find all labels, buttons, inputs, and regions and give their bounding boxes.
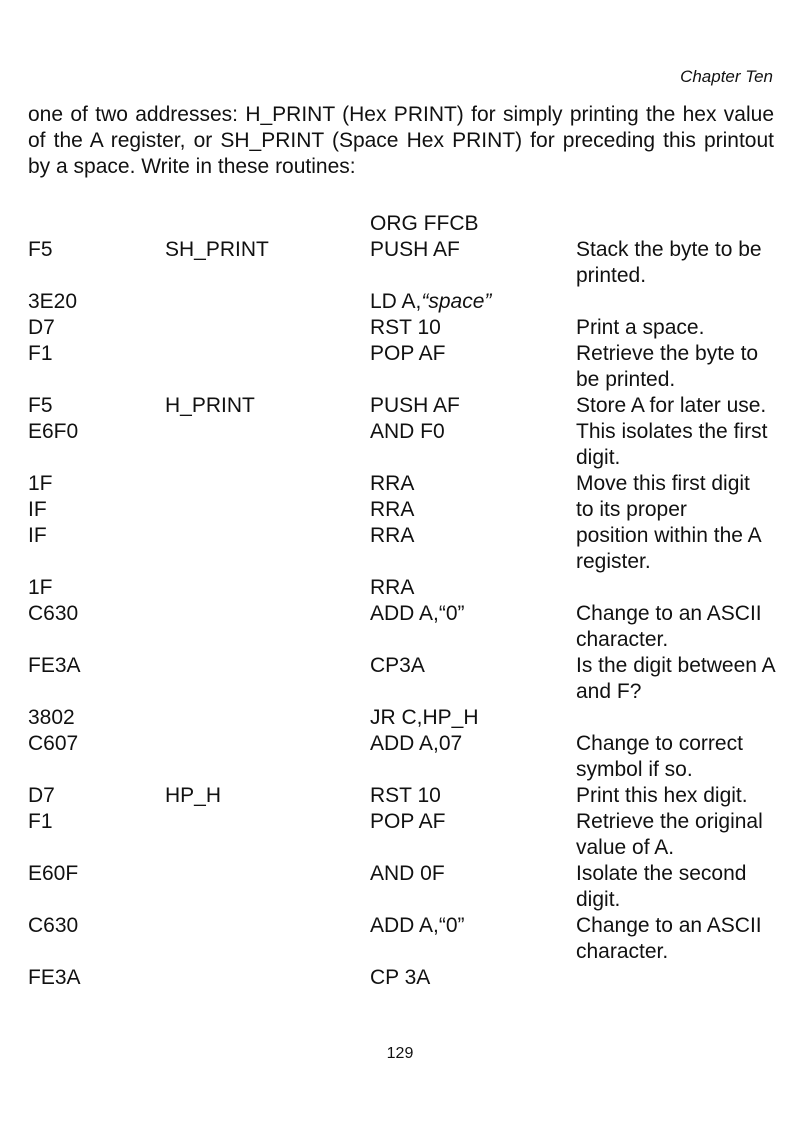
comment: Stack the byte to be printed. — [576, 238, 762, 287]
hex-code: C607 — [28, 732, 79, 755]
label — [165, 601, 370, 653]
comment — [576, 289, 776, 315]
label — [165, 211, 370, 237]
label — [165, 289, 370, 315]
comment — [576, 705, 776, 731]
label: HP_H — [165, 784, 222, 807]
label — [165, 653, 370, 705]
hex-code: IF — [28, 524, 47, 547]
comment: Change to an ASCII character. — [576, 602, 762, 651]
comment: Is the digit between A and F? — [576, 654, 775, 703]
listing-row — [28, 575, 788, 601]
listing-row — [28, 809, 788, 861]
instruction: ORG FFCB — [370, 212, 479, 235]
comment: Store A for later use. — [576, 394, 767, 417]
comment: Retrieve the byte to be printed. — [576, 342, 759, 391]
listing-row — [28, 341, 788, 393]
instruction: AND 0F — [370, 862, 445, 885]
comment: Print a space. — [576, 316, 705, 339]
instruction: POP AF — [370, 810, 446, 833]
comment: position within the A register. — [576, 524, 761, 573]
instruction: JR C,HP_H — [370, 706, 479, 729]
instruction: PUSH AF — [370, 238, 460, 261]
listing-row — [28, 523, 788, 575]
hex-code: F1 — [28, 810, 53, 833]
hex-code: IF — [28, 498, 47, 521]
listing-row — [28, 601, 788, 653]
hex-code: E60F — [28, 862, 79, 885]
listing-row — [28, 965, 788, 991]
label — [165, 809, 370, 861]
listing-row — [28, 497, 788, 523]
comment — [576, 211, 776, 237]
listing-row — [28, 211, 788, 237]
listing-row — [28, 289, 788, 315]
comment: Change to an ASCII character. — [576, 914, 762, 963]
instruction: RST 10 — [370, 316, 441, 339]
hex-code: D7 — [28, 784, 55, 807]
instruction: POP AF — [370, 342, 446, 365]
instruction: RST 10 — [370, 784, 441, 807]
hex-code: FE3A — [28, 654, 81, 677]
hex-code: F5 — [28, 394, 53, 417]
comment — [576, 575, 776, 601]
comment: Isolate the second digit. — [576, 862, 747, 911]
label — [165, 575, 370, 601]
hex-code: C630 — [28, 602, 79, 625]
label — [165, 341, 370, 393]
page-number: 129 — [386, 1045, 414, 1062]
listing-row — [28, 419, 788, 471]
instruction: RRA — [370, 524, 415, 547]
comment — [576, 965, 776, 991]
hex-code: C630 — [28, 914, 79, 937]
hex-code: 1F — [28, 576, 53, 599]
label — [165, 861, 370, 913]
label — [165, 315, 370, 341]
comment: Change to correct symbol if so. — [576, 732, 743, 781]
comment: Move this first digit — [576, 472, 750, 495]
label: H_PRINT — [165, 394, 255, 417]
comment: Print this hex digit. — [576, 784, 748, 807]
hex-code: 3E20 — [28, 290, 78, 313]
instruction: ADD A,“0” — [370, 602, 465, 625]
instruction: CP 3A — [370, 966, 431, 989]
listing-row — [28, 705, 788, 731]
listing-row — [28, 653, 788, 705]
hex-code: E6F0 — [28, 420, 79, 443]
instruction-text: LD A, — [370, 290, 422, 313]
instruction: PUSH AF — [370, 394, 460, 417]
listing-row — [28, 913, 788, 965]
listing-row — [28, 237, 788, 289]
hex-code: D7 — [28, 316, 55, 339]
label — [165, 471, 370, 497]
listing-row — [28, 731, 788, 783]
comment: Retrieve the original value of A. — [576, 810, 763, 859]
instruction — [370, 289, 576, 315]
intro-paragraph: one of two addresses: H_PRINT (Hex PRINT) for simply printing the hex value of the A register, or SH_PRINT (Space Hex PRINT) for preceding this printout by a space. Write in these routines: — [28, 103, 774, 178]
listing-row — [28, 393, 788, 419]
hex-code: FE3A — [28, 966, 81, 989]
instruction: RRA — [370, 576, 415, 599]
comment: This isolates the first digit. — [576, 420, 768, 469]
label: SH_PRINT — [165, 238, 269, 261]
comment: to its proper — [576, 498, 687, 521]
label — [165, 731, 370, 783]
label — [165, 913, 370, 965]
instruction: RRA — [370, 498, 415, 521]
chapter-header: Chapter Ten — [680, 67, 773, 86]
listing-row — [28, 471, 788, 497]
hex-code: F5 — [28, 238, 53, 261]
listing-row — [28, 315, 788, 341]
instruction: RRA — [370, 472, 415, 495]
label — [165, 965, 370, 991]
instruction: ADD A,07 — [370, 732, 463, 755]
hex-code: 1F — [28, 472, 53, 495]
instruction: AND F0 — [370, 420, 445, 443]
label — [165, 523, 370, 575]
label — [165, 705, 370, 731]
instruction-operand: “space” — [421, 290, 492, 313]
instruction: CP3A — [370, 654, 425, 677]
listing-row — [28, 783, 788, 809]
assembly-listing — [28, 211, 788, 991]
hex-code — [28, 211, 165, 237]
listing-row — [28, 861, 788, 913]
label — [165, 419, 370, 471]
instruction: ADD A,“0” — [370, 914, 465, 937]
hex-code: 3802 — [28, 706, 75, 729]
label — [165, 497, 370, 523]
hex-code: F1 — [28, 342, 53, 365]
